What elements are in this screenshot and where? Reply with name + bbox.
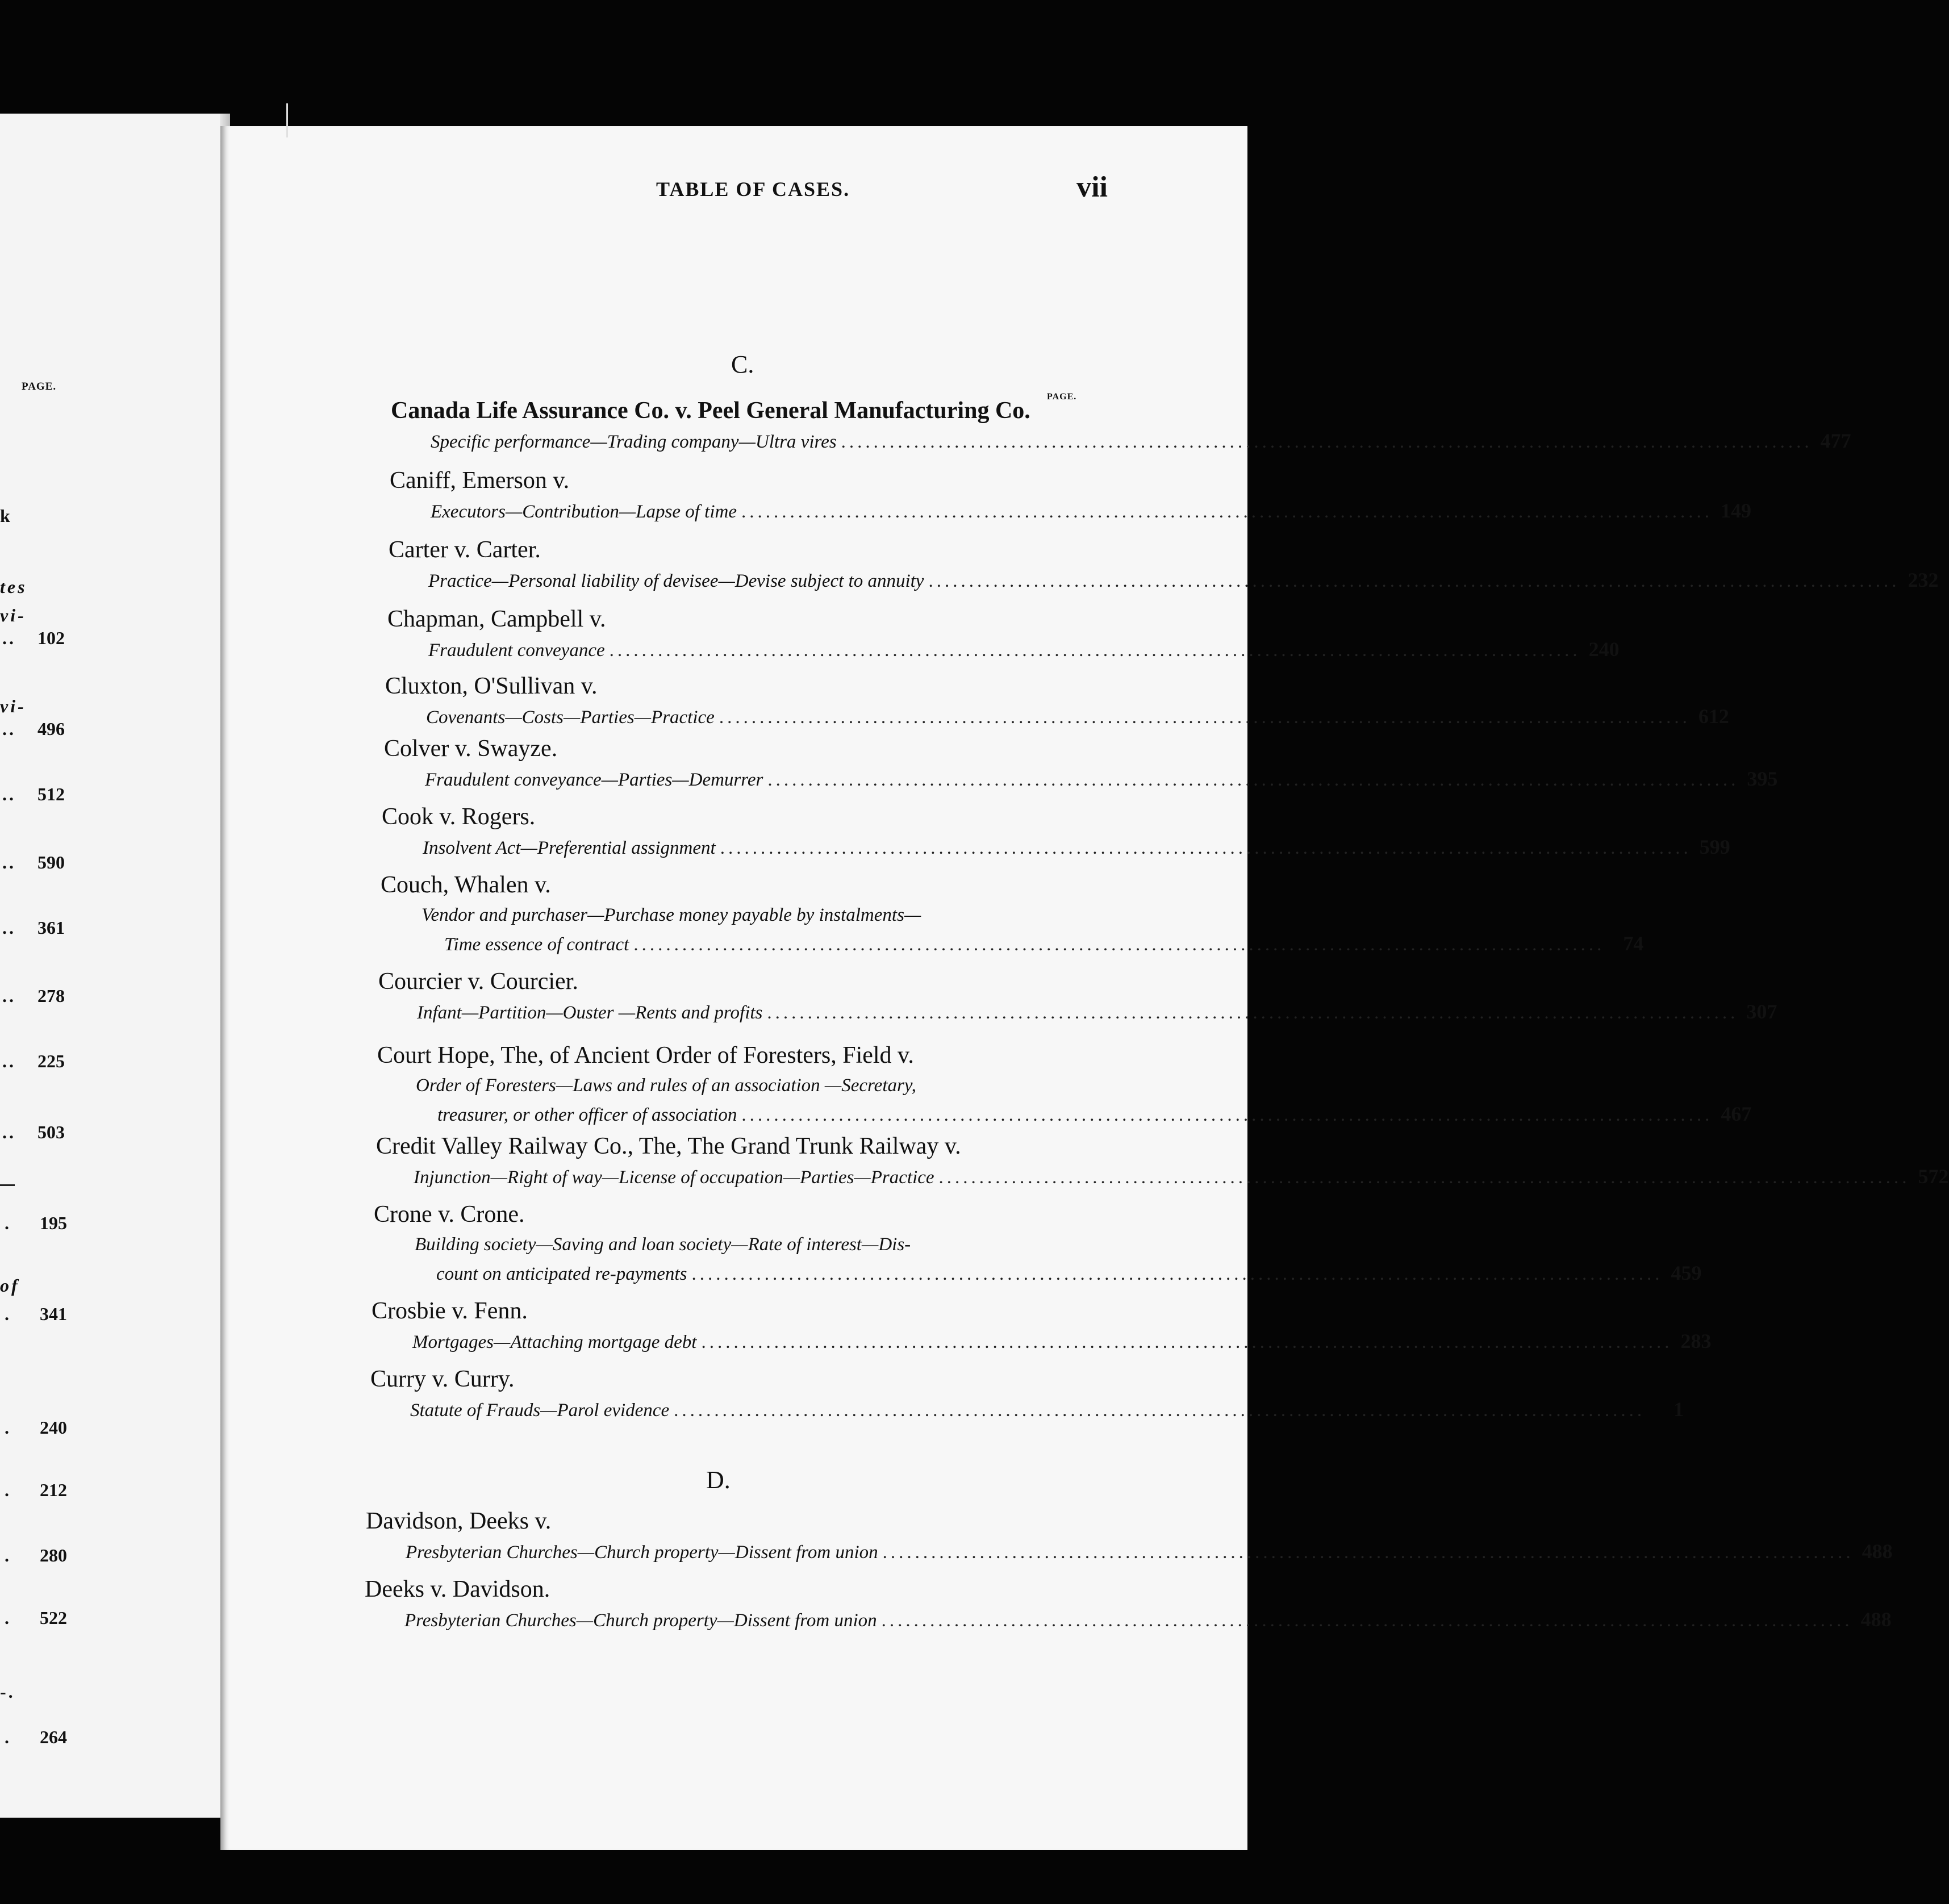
left-fragment-page: 212: [40, 1480, 67, 1500]
case-description: Fraudulent conveyance—Parties—Demurrer: [425, 770, 763, 790]
case-title: Curry v. Curry.: [370, 1366, 515, 1392]
left-fragment-text: vi-: [0, 605, 26, 625]
case-description: Insolvent Act—Preferential assignment: [423, 838, 716, 858]
case-entry: [366, 1505, 1893, 1567]
case-description: Covenants—Costs—Parties—Practice: [426, 707, 715, 728]
case-title: Cluxton, O'Sullivan v.: [385, 673, 598, 699]
case-entry: [381, 869, 1644, 959]
left-fragment-text: .: [5, 1213, 11, 1233]
dot-leader: ........................................................................................................................: [882, 1542, 1854, 1563]
case-description: Fraudulent conveyance: [428, 640, 605, 661]
case-entry: [377, 1039, 1752, 1129]
left-fragment-text: vi-: [0, 696, 26, 716]
dot-leader: ........................................................................................................................: [881, 1610, 1853, 1631]
left-fragment-page: 496: [37, 719, 65, 739]
dot-leader: ........................................................................................................................: [928, 571, 1900, 591]
left-fragment-text: ..: [2, 1051, 16, 1071]
case-entry: [390, 465, 1751, 526]
left-fragment-page: 361: [37, 917, 65, 938]
case-page-number: 395: [1747, 767, 1778, 790]
left-fragment-page: 590: [37, 852, 65, 872]
case-title: Crone v. Crone.: [374, 1201, 525, 1227]
case-page-number: 240: [1588, 638, 1620, 661]
left-facing-page: [0, 114, 230, 1818]
case-entry: [372, 1295, 1712, 1356]
case-description: count on anticipated re-payments: [436, 1264, 687, 1284]
case-description-row: [370, 1395, 1684, 1425]
case-entry: [391, 395, 1851, 456]
scan-mark: [286, 103, 288, 137]
case-description: Time essence of contract: [444, 934, 629, 955]
left-fragment-text: .: [5, 1417, 11, 1438]
dot-leader: ........................................................................................................................: [841, 432, 1813, 452]
case-title: Chapman, Campbell v.: [387, 606, 606, 632]
left-fragment-text: .: [5, 1727, 11, 1747]
case-entry: [382, 801, 1730, 862]
left-fragment-dash: [0, 1184, 15, 1186]
case-description-row: [376, 1162, 1949, 1192]
case-title: Couch, Whalen v.: [381, 872, 551, 898]
case-title: Davidson, Deeks v.: [366, 1508, 552, 1534]
case-description-row: [374, 1230, 1082, 1259]
case-entry: [376, 1130, 1949, 1192]
left-fragment-page: 195: [40, 1213, 67, 1233]
case-title: Crosbie v. Fenn.: [372, 1298, 528, 1324]
dot-leader: ........................................................................................................................: [767, 770, 1739, 790]
case-page-number: 599: [1699, 836, 1730, 858]
case-description: Vendor and purchaser—Purchase money payable by instalments—: [421, 905, 921, 925]
page-column-label: PAGE.: [1047, 392, 1077, 402]
left-fragment-text: ..: [2, 784, 16, 804]
left-fragment-text: .: [5, 1607, 11, 1628]
case-entry: [389, 534, 1939, 595]
dot-leader: ........................................................................................................................: [938, 1167, 1910, 1188]
left-fragment-text: ..: [2, 917, 16, 938]
case-description-row: [385, 702, 1729, 732]
left-fragment-page: 341: [40, 1304, 67, 1324]
case-entry: [374, 1199, 1702, 1288]
case-entry: [365, 1573, 1892, 1635]
dot-leader: ........................................................................................................................: [719, 707, 1691, 728]
case-page-number: 283: [1680, 1330, 1712, 1352]
left-fragment-text: .: [5, 1304, 11, 1324]
dot-leader: ........................................................................................................................: [741, 502, 1713, 522]
case-entry: [378, 966, 1777, 1027]
case-page-number: 488: [1862, 1540, 1893, 1563]
left-fragment-text: ..: [2, 1122, 16, 1142]
case-description-row: [377, 1071, 1085, 1100]
case-entry: [385, 670, 1729, 732]
dot-leader: ........................................................................................................................: [674, 1400, 1646, 1421]
case-description-row: [365, 1605, 1892, 1635]
running-title: TABLE OF CASES.: [656, 178, 850, 201]
case-title: Carter v. Carter.: [389, 537, 541, 563]
case-description: Presbyterian Churches—Church property—Dissent from union: [406, 1542, 878, 1563]
case-description-row: [372, 1327, 1712, 1356]
case-entry: [384, 733, 1778, 794]
case-description-row: [390, 496, 1751, 526]
dot-leader: ........................................................................................................................: [741, 1105, 1713, 1125]
case-description: Statute of Frauds—Parol evidence: [410, 1400, 670, 1421]
case-description: Building society—Saving and loan society—Rate of interest—Dis-: [415, 1234, 911, 1255]
case-description-row: [366, 1537, 1893, 1567]
dot-leader: ........................................................................................................................: [633, 934, 1605, 955]
left-fragment-page: 225: [37, 1051, 65, 1071]
case-description: Specific performance—Trading company—Ultra vires: [431, 432, 837, 452]
left-page-label: PAGE.: [22, 381, 57, 393]
case-description-row: [387, 635, 1620, 665]
case-title: Caniff, Emerson v.: [390, 467, 570, 494]
left-fragment-page: 503: [37, 1122, 65, 1142]
section-letter-c: C.: [731, 350, 754, 378]
left-fragment-text: .: [5, 1480, 11, 1500]
case-description: Mortgages—Attaching mortgage debt: [412, 1332, 697, 1352]
case-description-row: [381, 901, 1084, 929]
case-description-row: [382, 833, 1730, 862]
left-fragment-text: -.: [0, 1681, 15, 1702]
left-fragment-text: ..: [2, 628, 16, 648]
left-fragment-text: .: [5, 1545, 11, 1565]
case-entry: [387, 603, 1620, 665]
case-description-row: [378, 997, 1777, 1027]
left-fragment-text: k: [0, 506, 12, 526]
case-page-number: 232: [1908, 569, 1939, 591]
case-page-number: 467: [1721, 1103, 1752, 1125]
case-page-number: 307: [1746, 1000, 1777, 1023]
dot-leader: ........................................................................................................................: [720, 838, 1692, 858]
left-fragment-page: 264: [40, 1727, 67, 1747]
page-number: vii: [1076, 171, 1108, 203]
dot-leader: ........................................................................................................................: [767, 1003, 1739, 1023]
case-description: Infant—Partition—Ouster —Rents and profits: [417, 1003, 763, 1023]
case-title: Cook v. Rogers.: [382, 804, 536, 830]
dot-leader: ........................................................................................................................: [609, 640, 1581, 661]
case-description: Order of Foresters—Laws and rules of an association —Secretary,: [416, 1075, 916, 1096]
case-page-number: 612: [1698, 705, 1729, 728]
left-fragment-page: 102: [37, 628, 65, 648]
left-fragment-text: ..: [2, 719, 16, 739]
case-description: Practice—Personal liability of devisee—Devise subject to annuity: [428, 571, 924, 591]
section-letter-d: D.: [706, 1466, 731, 1494]
case-description: treasurer, or other officer of association: [437, 1105, 737, 1125]
case-title: Court Hope, The, of Ancient Order of Foresters, Field v.: [377, 1042, 914, 1068]
left-fragment-text: ..: [2, 852, 16, 872]
case-page-number: 149: [1721, 499, 1751, 522]
case-page-number: 488: [1860, 1608, 1892, 1631]
case-title: Colver v. Swayze.: [384, 736, 558, 762]
left-fragment-text: ..: [2, 986, 16, 1006]
case-page-number: 459: [1671, 1262, 1702, 1284]
case-page-number: 477: [1820, 429, 1851, 452]
case-title: Canada Life Assurance Co. v. Peel General Manufacturing Co.: [391, 398, 1030, 424]
dot-leader: ........................................................................................................................: [691, 1264, 1663, 1284]
case-title: Credit Valley Railway Co., The, The Grand Trunk Railway v.: [376, 1133, 961, 1159]
left-fragment-text: of: [0, 1275, 20, 1296]
left-fragment-page: 522: [40, 1607, 67, 1628]
case-description-row: [389, 566, 1939, 595]
left-fragment-page: 240: [40, 1417, 67, 1438]
case-description: Injunction—Right of way—License of occupation—Parties—Practice: [414, 1167, 934, 1188]
case-page-number: 572: [1918, 1165, 1949, 1188]
case-title: Deeks v. Davidson.: [365, 1576, 550, 1602]
case-description-row: [381, 929, 1644, 959]
left-fragment-text: tes: [0, 577, 27, 597]
case-title: Courcier v. Courcier.: [378, 968, 578, 995]
case-page-number: 74: [1623, 932, 1644, 955]
case-description-row: [374, 1259, 1702, 1288]
case-description-row: [391, 427, 1851, 456]
case-description: Presbyterian Churches—Church property—Dissent from union: [404, 1610, 877, 1631]
case-description-row: [384, 765, 1778, 794]
dot-leader: ........................................................................................................................: [701, 1332, 1673, 1352]
case-description: Executors—Contribution—Lapse of time: [431, 502, 737, 522]
left-fragment-page: 278: [37, 986, 65, 1006]
left-fragment-page: 280: [40, 1545, 67, 1565]
case-entry: [370, 1363, 1684, 1425]
left-fragment-page: 512: [37, 784, 65, 804]
case-description-row: [377, 1100, 1752, 1129]
case-page-number: 1: [1673, 1398, 1684, 1421]
